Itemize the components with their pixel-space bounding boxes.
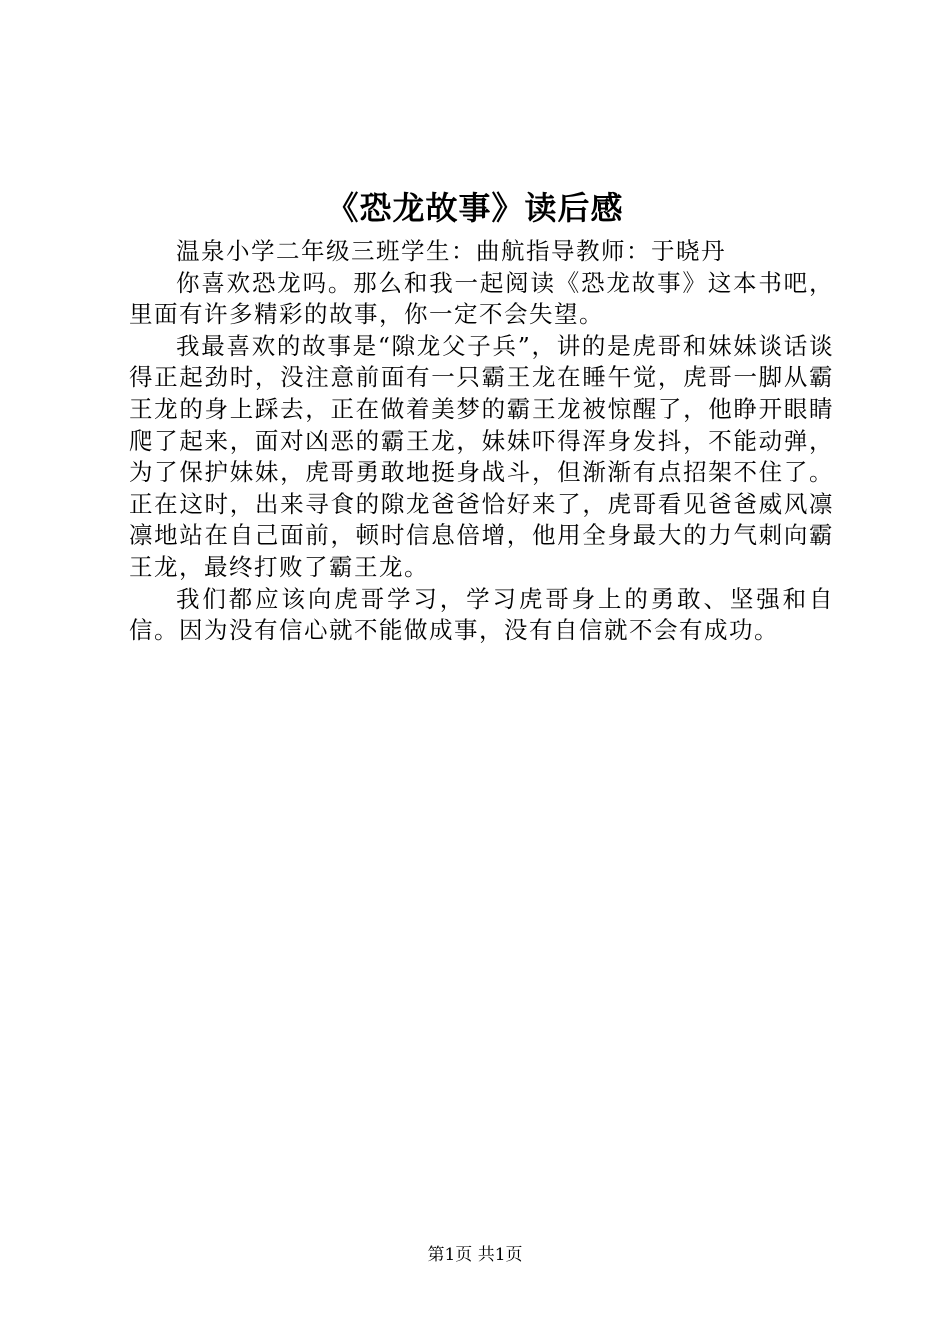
- page-footer: 第1页 共1页: [427, 1245, 523, 1265]
- paragraph-2: 我最喜欢的故事是“隙龙父子兵”，讲的是虎哥和妹妹谈话谈得正起劲时，没注意前面有一只霸王龙在睡午觉，虎哥一脚从霸王龙的身上踩去，正在做着美梦的霸王龙被惊醒了，他睁开眼睛爬了起来，面对凶恶的霸王龙，妹妹吓得浑身发抖，不能动弹，为了保护妹妹，虎哥勇敢地挺身战斗，但渐渐有点招架不住了。正在这时，出来寻食的隙龙爸爸恰好来了，虎哥看见爸爸威风凛凛地站在自己面前，顿时信息倍增，他用全身最大的力气刺向霸王龙，最终打败了霸王龙。: [129, 331, 834, 581]
- document-body: [129, 236, 834, 647]
- paragraph-3: 我们都应该向虎哥学习，学习虎哥身上的勇敢、坚强和自信。因为没有信心就不能做成事，没有自信就不会有成功。: [129, 584, 834, 645]
- document-title: 《恐龙故事》读后感: [326, 189, 624, 227]
- byline: 温泉小学二年级三班学生：曲航指导教师：于晓丹: [176, 237, 726, 265]
- paragraph-1: 你喜欢恐龙吗。那么和我一起阅读《恐龙故事》这本书吧，里面有许多精彩的故事，你一定不会失望。: [129, 268, 834, 329]
